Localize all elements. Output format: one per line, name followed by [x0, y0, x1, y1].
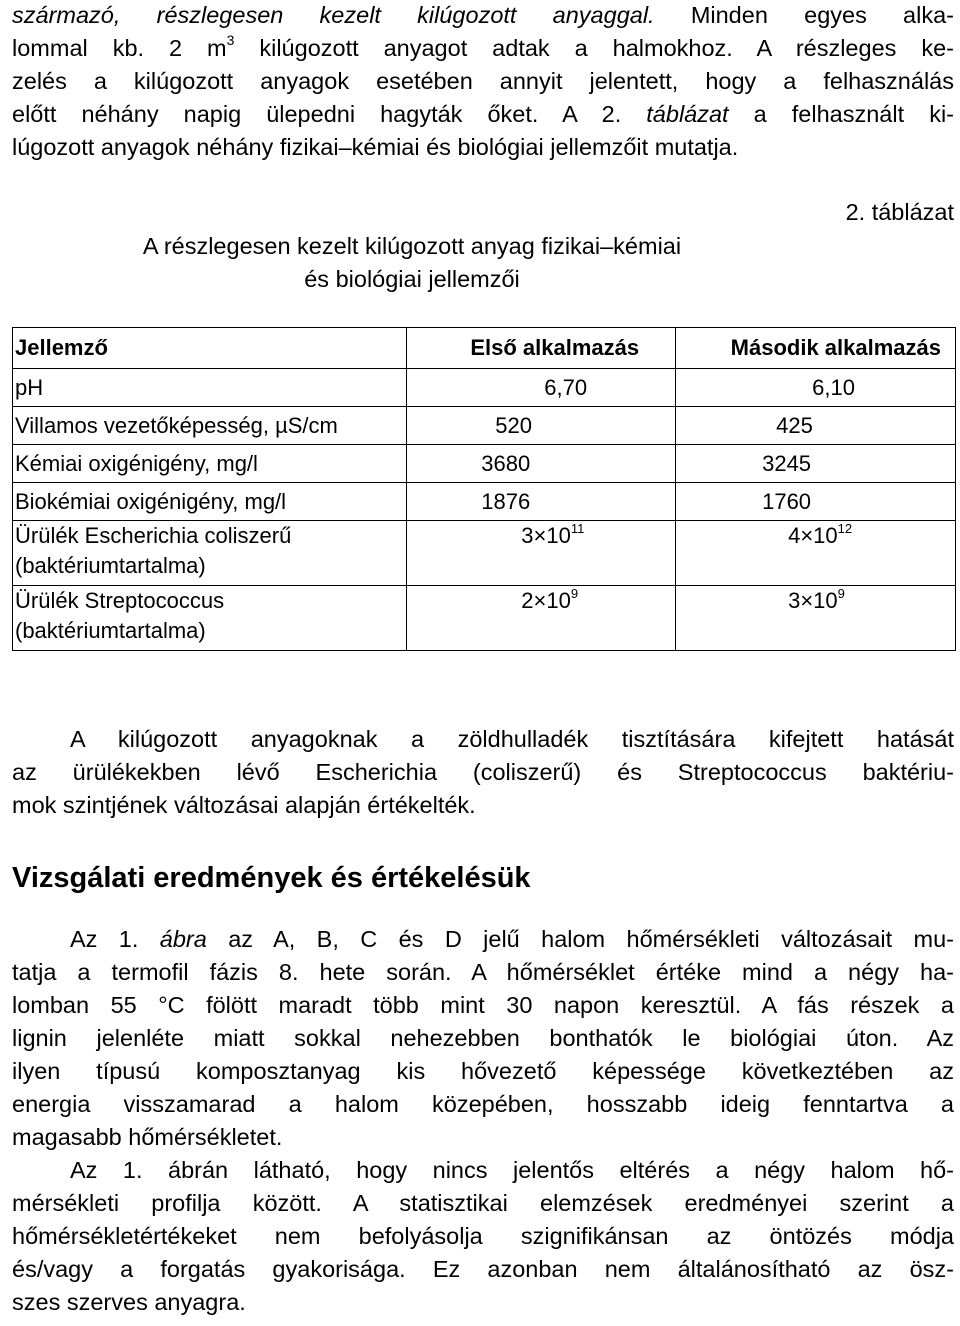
p3-line-5: ilyen típusú komposztanyag kis hővezető képessége következtében az: [12, 1058, 954, 1084]
row-v2-exp: 9: [837, 585, 845, 601]
p3-line-3: lomban 55 °C fölött maradt több mint 30 napon keresztül. A fás részek a: [12, 992, 954, 1018]
table-caption: [12, 230, 954, 296]
header-masodik: Második alkalmazás: [676, 328, 956, 369]
row-name: pH: [13, 369, 407, 407]
data-table: [12, 327, 956, 651]
intro-line-4: előtt néhány napig ülepedni hagyták őket. A 2.: [12, 101, 647, 127]
p3-line-1b: az A, B, C és D jelű halom hőmérsékleti változásait mu-: [206, 926, 954, 952]
intro-line-2b: kilúgozott anyagot adtak a halmokhoz. A részleges ke-: [234, 35, 954, 61]
row-v1-exp: 11: [570, 520, 585, 536]
table-caption-line-2: és biológiai jellemzői: [304, 266, 520, 292]
row-name-line-1: Ürülék Streptococcus: [15, 588, 225, 613]
header-jellemzo: Jellemző: [13, 328, 407, 369]
table-row: [13, 521, 956, 586]
table-row: [13, 586, 956, 651]
row-v1-exp: 9: [570, 585, 579, 601]
row-v2: 1760: [676, 483, 956, 521]
table-row: [13, 445, 956, 483]
table-row: [13, 407, 956, 445]
row-v1: 6,70: [407, 369, 676, 407]
row-name-line-2: (baktériumtartalma): [15, 553, 206, 578]
p4-line-2: mérsékleti profilja között. A statisztikai elemzések eredményei szerint a: [12, 1190, 954, 1216]
p4-line-3: hőmérsékletértékeket nem befolyásolja szignifikánsan az öntözés módja: [12, 1223, 954, 1249]
row-v1-base: 3×10: [521, 523, 571, 548]
p2-line-3: mok szintjének változásai alapján értékelték.: [12, 792, 476, 818]
p3-line-7: magasabb hőmérsékletet.: [12, 1124, 283, 1150]
intro-line-4-italic: táblázat: [646, 101, 729, 127]
table-row: [13, 483, 956, 521]
intro-paragraph: [12, 0, 954, 164]
row-v2-exp: 12: [837, 520, 853, 536]
section-heading: Vizsgálati eredmények és értékelésük: [12, 862, 531, 894]
p4-line-4: és/vagy a forgatás gyakorisága. Ez azonban nem általánosítható az ösz-: [12, 1256, 954, 1282]
header-elso: Első alkalmazás: [407, 328, 676, 369]
row-name: [13, 521, 407, 586]
row-name: [13, 586, 407, 651]
p2-line-1: A kilúgozott anyagoknak a zöldhulladék tisztítására kifejtett hatását: [70, 726, 954, 752]
p4-line-1: Az 1. ábrán látható, hogy nincs jelentős eltérés a négy halom hő-: [70, 1157, 954, 1183]
row-name: Biokémiai oxigénigény, mg/l: [13, 483, 407, 521]
intro-line-3: zelés a kilúgozott anyagok esetében annyit jelentett, hogy a felhasználás: [12, 68, 954, 94]
row-name-line-2: (baktériumtartalma): [15, 618, 206, 643]
table-row: [13, 369, 956, 407]
intro-line-1-italic: származó, részlegesen kezelt kilúgozott anyaggal.: [12, 2, 655, 28]
row-v2: 3245: [676, 445, 956, 483]
row-v2-base: 3×10: [788, 588, 838, 613]
row-v2: 425: [676, 407, 956, 445]
row-v1: [407, 521, 676, 586]
intro-line-2-sup: 3: [226, 32, 235, 49]
p3-line-4: lignin jelenléte miatt sokkal nehezebben bonthatók le biológiai úton. Az: [12, 1025, 954, 1051]
paragraph-3: [12, 923, 954, 1319]
table-label: 2. táblázat: [845, 199, 954, 225]
paragraph-2: [12, 723, 954, 822]
row-name: Villamos vezetőképesség, µS/cm: [13, 407, 407, 445]
intro-line-2a: lommal kb. 2 m: [12, 35, 227, 61]
p3-line-1a: Az 1.: [70, 926, 160, 952]
row-v1: 1876: [407, 483, 676, 521]
p3-line-2: tatja a termofil fázis 8. hete során. A hőmérséklet értéke mind a négy ha-: [12, 959, 954, 985]
p2-line-2: az ürülékekben lévő Escherichia (coliszerű) és Streptococcus baktériu-: [12, 759, 954, 785]
row-v2: [676, 521, 956, 586]
intro-line-4b: a felhasznált ki-: [728, 101, 954, 127]
intro-line-5: lúgozott anyagok néhány fizikai–kémiai és biológiai jellemzőit mutatja.: [12, 134, 739, 160]
row-name: Kémiai oxigénigény, mg/l: [13, 445, 407, 483]
row-v1: 3680: [407, 445, 676, 483]
row-v2-base: 4×10: [788, 523, 838, 548]
p3-line-6: energia visszamarad a halom közepében, hosszabb ideig fenntartva a: [12, 1091, 954, 1117]
p4-line-5: szes szerves anyagra.: [12, 1289, 246, 1315]
row-name-line-1: Ürülék Escherichia coliszerű: [15, 523, 292, 548]
row-v1: [407, 586, 676, 651]
row-v1-base: 2×10: [521, 588, 571, 613]
table-header-row: [13, 328, 956, 369]
p3-line-1-italic: ábra: [159, 926, 207, 952]
row-v1: 520: [407, 407, 676, 445]
intro-line-1-rest: Minden egyes alka-: [654, 2, 954, 28]
row-v2: 6,10: [676, 369, 956, 407]
row-v2: [676, 586, 956, 651]
table-caption-line-1: A részlegesen kezelt kilúgozott anyag fizikai–kémiai: [142, 233, 682, 259]
